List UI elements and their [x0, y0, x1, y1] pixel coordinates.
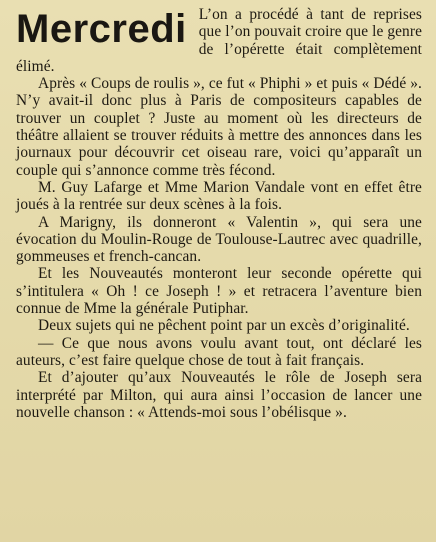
article-paragraph-1: L’on a procédé à tant de reprises que l’on pouvait croire que le genre de l’opérette était complètement élimé.: [16, 6, 423, 75]
article-opening: [16, 6, 422, 75]
article-paragraph-4: A Marigny, ils donneront « Valentin », qui sera une évocation du Moulin-Rouge de Toulouse-Lautrec avec quadrille, gommeuses et french-cancan.: [16, 213, 422, 266]
article-paragraph-2: Après « Coups de roulis », ce fut « Phiphi » et puis « Dédé ». N’y avait-il donc plus à Paris de compositeurs capables de trouver un couplet ? Juste au moment où les directeurs de théâtre allaient se trouver réduits à mettre des annonces dans les journaux pour découvrir cet oiseau rare, voici qu’apparaît un couple qui s’annonce comme très fécond.: [16, 75, 422, 179]
article-paragraph-6: Deux sujets qui ne pêchent point par un excès d’originalité.: [38, 317, 410, 335]
article-paragraph-8: Et d’ajouter qu’aux Nouveautés le rôle de Joseph sera interprété par Milton, qui aura ainsi l’occasion de lancer une nouvelle chanson : « Attends-moi sous l’obélisque ».: [16, 369, 422, 421]
article-paragraph-5: Et les Nouveautés monteront leur seconde opérette qui s’intitulera « Oh ! ce Joseph ! » et retracera l’aventure bien connue de Mme la générale Putiphar.: [16, 265, 422, 318]
article-paragraph-7: — Ce que nous avons voulu avant tout, ont déclaré les auteurs, c’est faire quelque chose de tout à fait français.: [16, 334, 422, 369]
article-paragraph-3: M. Guy Lafarge et Mme Marion Vandale vont en effet être joués à la rentrée sur deux scènes à la fois.: [16, 178, 422, 214]
article-headline: Mercredi: [16, 7, 187, 51]
